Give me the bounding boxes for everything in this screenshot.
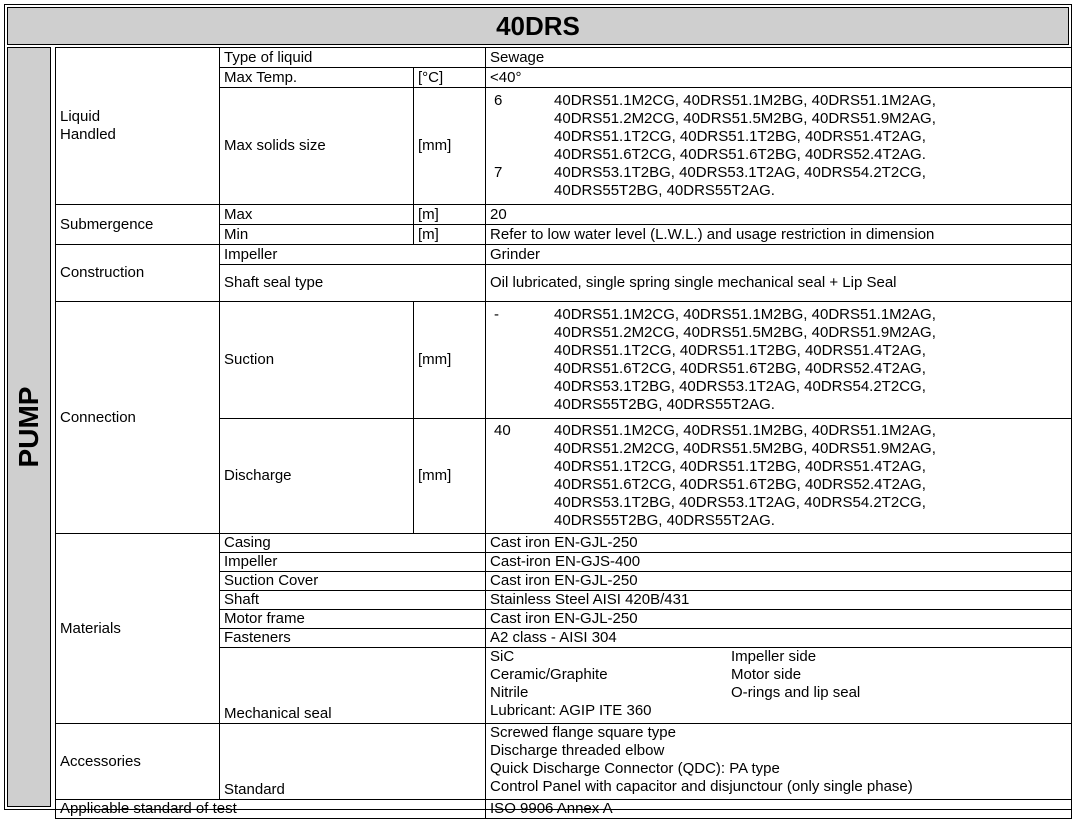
table-row	[56, 245, 1072, 265]
label-suction-cover: Suction Cover	[220, 572, 486, 591]
accessory-item: Screwed flange square type	[490, 724, 676, 741]
model-line: 40DRS55T2BG, 40DRS55T2AG.	[554, 396, 775, 413]
value-suction-cover: Cast iron EN-GJL-250	[486, 572, 1072, 591]
model-line: 40DRS51.1M2CG, 40DRS51.1M2BG, 40DRS51.1M2AG,	[554, 92, 936, 109]
mech-material: Lubricant: AGIP ITE 360	[490, 702, 652, 719]
label-max-temp: Max Temp.	[220, 68, 414, 88]
unit-submergence-max: [m]	[414, 205, 486, 225]
model-line: 40DRS51.1M2CG, 40DRS51.1M2BG, 40DRS51.1M2AG,	[554, 306, 936, 323]
mech-seal-grid	[490, 648, 1067, 720]
label-submergence-max: Max	[220, 205, 414, 225]
value-motor-frame: Cast iron EN-GJL-250	[486, 610, 1072, 629]
page-title: 40DRS	[7, 7, 1069, 45]
label-shaft-seal: Shaft seal type	[220, 265, 486, 302]
discharge-codebox	[490, 422, 1067, 530]
mech-position: O-rings and lip seal	[731, 684, 861, 701]
model-line: 40DRS51.6T2CG, 40DRS51.6T2BG, 40DRS52.4T2AG,	[554, 360, 926, 377]
mech-position: Impeller side	[731, 648, 817, 665]
group-materials: Materials	[56, 534, 220, 724]
group-submergence: Submergence	[56, 205, 220, 245]
value-impeller: Grinder	[486, 245, 1072, 265]
value-max-temp: <40°	[486, 68, 1072, 88]
label-suction: Suction	[220, 302, 414, 419]
group-liquid-handled: Liquid Handled	[56, 48, 220, 205]
group-accessories: Accessories	[56, 724, 220, 800]
value-discharge	[486, 419, 1072, 534]
mech-material: Ceramic/Graphite	[490, 666, 608, 683]
mech-material: SiC	[490, 648, 515, 665]
table-row	[56, 724, 1072, 800]
value-test-standard: ISO 9906 Annex A	[486, 800, 1072, 819]
model-line: 40DRS53.1T2BG, 40DRS53.1T2AG, 40DRS54.2T2CG,	[554, 164, 926, 181]
model-line: 40DRS51.1T2CG, 40DRS51.1T2BG, 40DRS51.4T2AG,	[554, 128, 926, 145]
label-test-standard: Applicable standard of test	[56, 800, 486, 819]
solids-row-6	[490, 92, 1067, 164]
model-line: 40DRS51.6T2CG, 40DRS51.6T2BG, 40DRS52.4T2AG.	[554, 146, 926, 163]
solids-row-7	[490, 164, 1067, 200]
value-shaft: Stainless Steel AISI 420B/431	[486, 591, 1072, 610]
value-mechanical-seal	[486, 648, 1072, 724]
value-submergence-min: Refer to low water level (L.W.L.) and usage restriction in dimension	[486, 225, 1072, 245]
unit-max-solids: [mm]	[414, 88, 486, 205]
label-submergence-min: Min	[220, 225, 414, 245]
unit-max-temp: [°C]	[414, 68, 486, 88]
side-label-bar	[7, 47, 51, 807]
table-row	[56, 302, 1072, 419]
value-submergence-max: 20	[486, 205, 1072, 225]
model-line: 40DRS51.2M2CG, 40DRS51.5M2BG, 40DRS51.9M2AG,	[554, 440, 936, 457]
solids-models-6	[554, 92, 1067, 164]
label-type-of-liquid: Type of liquid	[220, 48, 486, 68]
suction-codebox	[490, 306, 1067, 414]
discharge-size: 40	[494, 422, 511, 439]
label-motor-frame: Motor frame	[220, 610, 486, 629]
suction-models	[554, 306, 1067, 414]
discharge-models	[554, 422, 1067, 530]
solids-models-7	[554, 164, 1067, 200]
label-impeller: Impeller	[220, 245, 486, 265]
value-accessories	[486, 724, 1072, 800]
label-impeller-material: Impeller	[220, 553, 486, 572]
value-type-of-liquid: Sewage	[486, 48, 1072, 68]
suction-size: -	[494, 306, 500, 323]
spec-table	[55, 47, 1072, 819]
solids-size-6: 6	[494, 92, 503, 109]
label-standard: Standard	[220, 724, 486, 800]
label-max-solids: Max solids size	[220, 88, 414, 205]
value-shaft-seal: Oil lubricated, single spring single mechanical seal + Lip Seal	[486, 265, 1072, 302]
model-line: 40DRS51.1T2CG, 40DRS51.1T2BG, 40DRS51.4T2AG,	[554, 458, 926, 475]
unit-submergence-min: [m]	[414, 225, 486, 245]
unit-discharge: [mm]	[414, 419, 486, 534]
value-impeller-material: Cast-iron EN-GJS-400	[486, 553, 1072, 572]
accessory-item: Control Panel with capacitor and disjunctour (only single phase)	[490, 778, 913, 795]
model-line: 40DRS53.1T2BG, 40DRS53.1T2AG, 40DRS54.2T2CG,	[554, 378, 926, 395]
model-line: 40DRS51.2M2CG, 40DRS51.5M2BG, 40DRS51.9M2AG,	[554, 324, 936, 341]
mech-material: Nitrile	[490, 684, 529, 701]
model-line: 40DRS51.1T2CG, 40DRS51.1T2BG, 40DRS51.4T2AG,	[554, 342, 926, 359]
model-line: 40DRS51.2M2CG, 40DRS51.5M2BG, 40DRS51.9M2AG,	[554, 110, 936, 127]
group-connection: Connection	[56, 302, 220, 534]
model-line: 40DRS55T2BG, 40DRS55T2AG.	[554, 182, 775, 199]
model-line: 40DRS51.6T2CG, 40DRS51.6T2BG, 40DRS52.4T2AG,	[554, 476, 926, 493]
table-row	[56, 534, 1072, 553]
table-row	[56, 800, 1072, 819]
label-discharge: Discharge	[220, 419, 414, 534]
value-suction	[486, 302, 1072, 419]
table-row	[56, 205, 1072, 225]
label-casing: Casing	[220, 534, 486, 553]
value-fasteners: A2 class - AISI 304	[486, 629, 1072, 648]
model-line: 40DRS51.1M2CG, 40DRS51.1M2BG, 40DRS51.1M2AG,	[554, 422, 936, 439]
unit-suction: [mm]	[414, 302, 486, 419]
mech-position: Motor side	[731, 666, 802, 683]
group-construction: Construction	[56, 245, 220, 302]
solids-size-7: 7	[494, 164, 503, 181]
table-row	[56, 48, 1072, 68]
model-line: 40DRS55T2BG, 40DRS55T2AG.	[554, 512, 775, 529]
side-label: PUMP	[13, 386, 44, 468]
label-shaft: Shaft	[220, 591, 486, 610]
value-max-solids	[486, 88, 1072, 205]
label-fasteners: Fasteners	[220, 629, 486, 648]
mech-position	[731, 702, 1067, 720]
value-casing: Cast iron EN-GJL-250	[486, 534, 1072, 553]
accessory-item: Quick Discharge Connector (QDC): PA type	[490, 760, 780, 777]
accessory-item: Discharge threaded elbow	[490, 742, 665, 759]
model-line: 40DRS53.1T2BG, 40DRS53.1T2AG, 40DRS54.2T2CG,	[554, 494, 926, 511]
label-mechanical-seal: Mechanical seal	[220, 648, 486, 724]
spec-sheet	[4, 4, 1072, 817]
